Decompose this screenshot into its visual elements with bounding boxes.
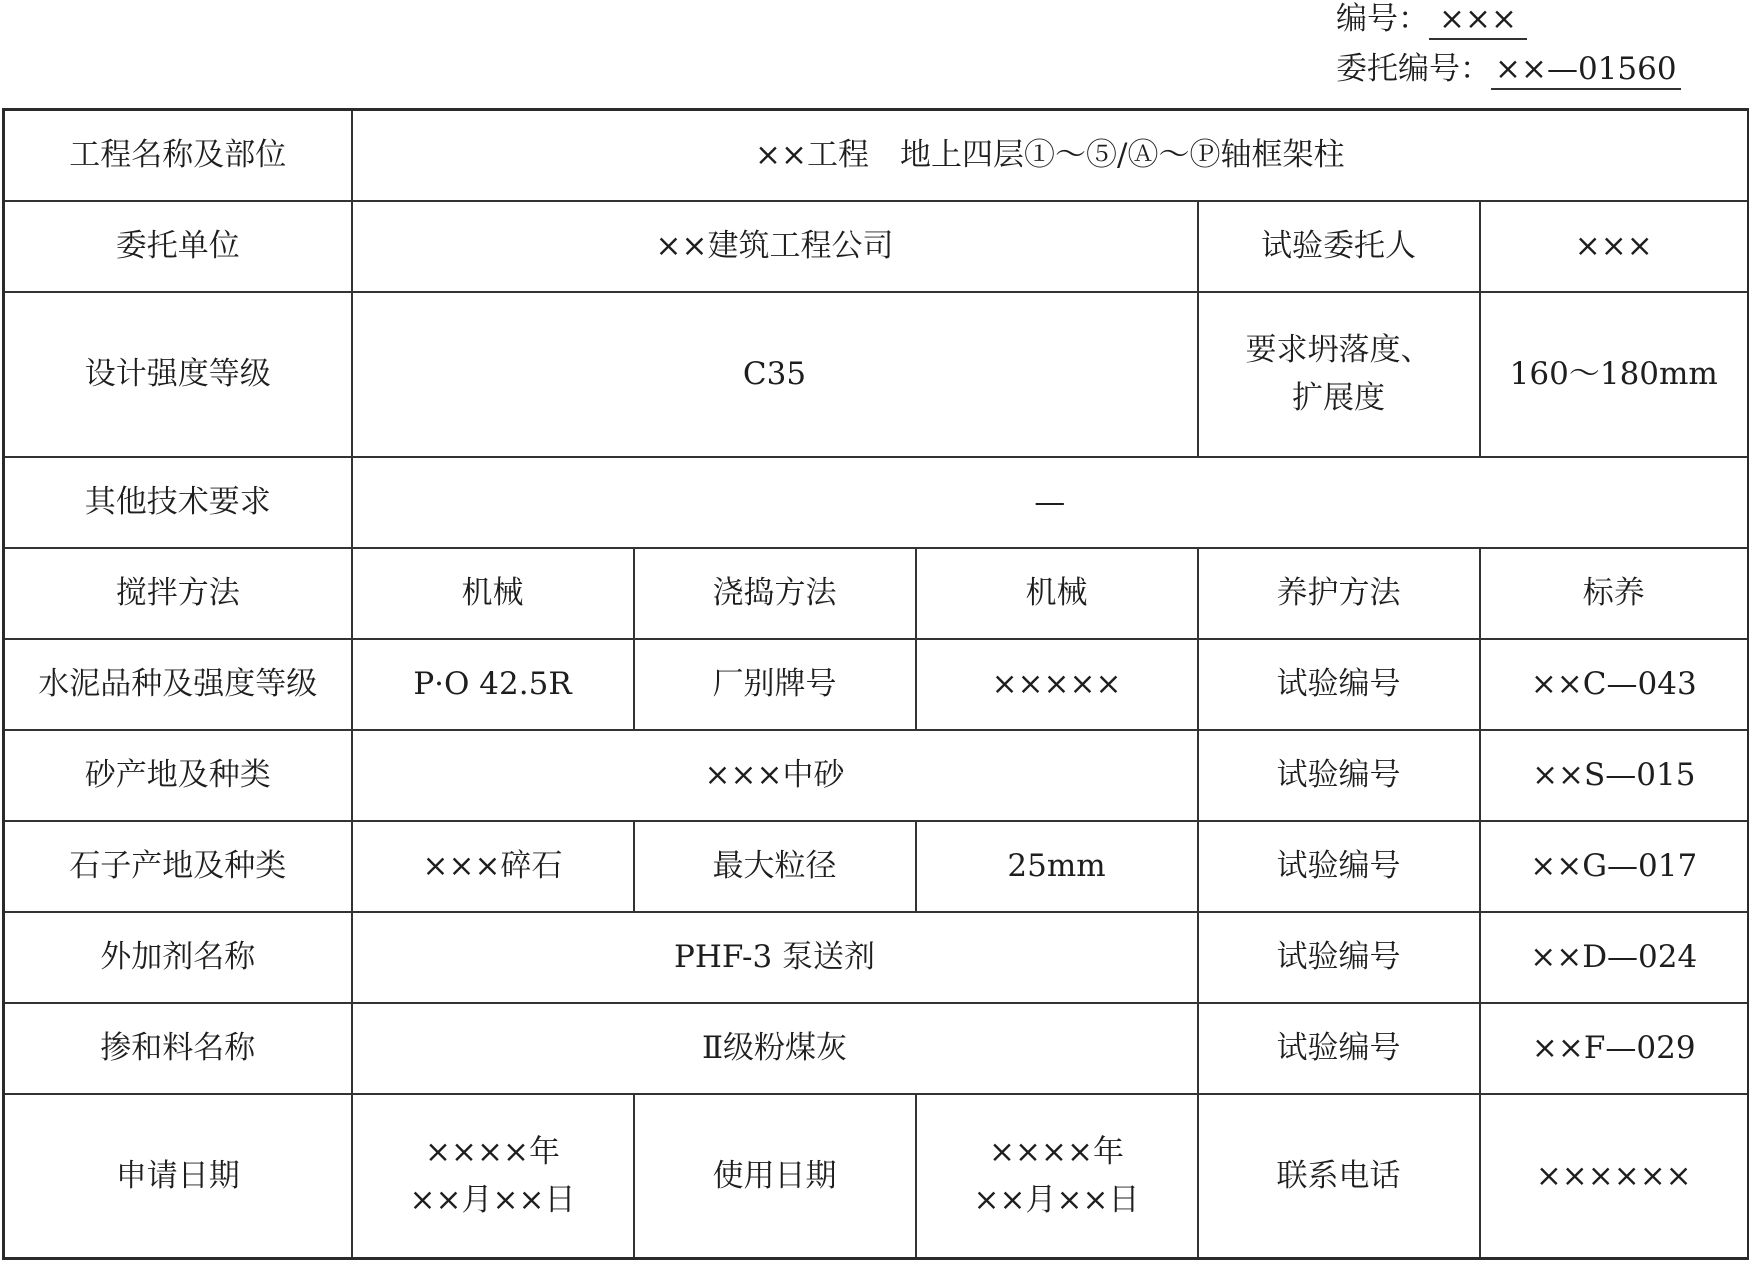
mixing-method-value: 机械	[352, 548, 634, 639]
slump-label-line2: 扩展度	[1292, 380, 1385, 416]
curing-method-label: 养护方法	[1198, 548, 1480, 639]
other-requirements-value: —	[352, 457, 1749, 548]
table-row-stone	[4, 821, 1749, 912]
document-number-line	[1336, 0, 1527, 40]
use-date-year: ××××年	[989, 1133, 1124, 1170]
use-date-value	[916, 1094, 1198, 1259]
mineral-test-no-value: ××F—029	[1480, 1003, 1749, 1094]
cement-test-no-label: 试验编号	[1198, 639, 1480, 730]
phone-label: 联系电话	[1198, 1094, 1480, 1259]
table-row-dates	[4, 1094, 1749, 1259]
sand-test-no-label: 试验编号	[1198, 730, 1480, 821]
table-row-method	[4, 548, 1749, 639]
slump-label-line1: 要求坍落度、	[1245, 332, 1432, 368]
commission-number-line	[1336, 50, 1681, 90]
sand-label: 砂产地及种类	[4, 730, 352, 821]
stone-test-no-label: 试验编号	[1198, 821, 1480, 912]
brand-value: ×××××	[916, 639, 1198, 730]
application-date-monthday: ××月××日	[409, 1181, 576, 1218]
table-row-cement	[4, 639, 1749, 730]
table-row-project	[4, 110, 1749, 201]
client-label: 委托单位	[4, 201, 352, 292]
project-label: 工程名称及部位	[4, 110, 352, 201]
table-row-other	[4, 457, 1749, 548]
mixing-method-label: 搅拌方法	[4, 548, 352, 639]
table-row-mineral	[4, 1003, 1749, 1094]
application-date-value	[352, 1094, 634, 1259]
sand-value: ×××中砂	[352, 730, 1198, 821]
document-number-label: 编号：	[1336, 1, 1429, 37]
pouring-method-label: 浇捣方法	[634, 548, 916, 639]
application-date-label: 申请日期	[4, 1094, 352, 1259]
curing-method-value: 标养	[1480, 548, 1749, 639]
concrete-mix-request-table	[2, 108, 1749, 1260]
table-row-client	[4, 201, 1749, 292]
design-strength-value: C35	[352, 292, 1198, 457]
document-number-value: ×××	[1429, 0, 1527, 40]
design-strength-label: 设计强度等级	[4, 292, 352, 457]
commission-number-value: ××—01560	[1491, 50, 1681, 90]
pouring-method-value: 机械	[916, 548, 1198, 639]
table-row-sand	[4, 730, 1749, 821]
application-date-year: ××××年	[425, 1133, 560, 1170]
mineral-admixture-label: 掺和料名称	[4, 1003, 352, 1094]
stone-label: 石子产地及种类	[4, 821, 352, 912]
admixture-value: PHF-3 泵送剂	[352, 912, 1198, 1003]
use-date-monthday: ××月××日	[973, 1181, 1140, 1218]
client-value: ××建筑工程公司	[352, 201, 1198, 292]
max-size-value: 25mm	[916, 821, 1198, 912]
table-row-admixture	[4, 912, 1749, 1003]
sand-test-no-value: ××S—015	[1480, 730, 1749, 821]
mineral-test-no-label: 试验编号	[1198, 1003, 1480, 1094]
admixture-label: 外加剂名称	[4, 912, 352, 1003]
stone-test-no-value: ××G—017	[1480, 821, 1749, 912]
phone-value: ××××××	[1480, 1094, 1749, 1259]
admixture-test-no-label: 试验编号	[1198, 912, 1480, 1003]
test-client-label: 试验委托人	[1198, 201, 1480, 292]
project-value: ××工程 地上四层①～⑤/Ⓐ～Ⓟ轴框架柱	[352, 110, 1749, 201]
test-client-value: ×××	[1480, 201, 1749, 292]
other-requirements-label: 其他技术要求	[4, 457, 352, 548]
use-date-label: 使用日期	[634, 1094, 916, 1259]
table-row-design	[4, 292, 1749, 457]
stone-value: ×××碎石	[352, 821, 634, 912]
slump-value: 160～180mm	[1480, 292, 1749, 457]
max-size-label: 最大粒径	[634, 821, 916, 912]
cement-test-no-value: ××C—043	[1480, 639, 1749, 730]
admixture-test-no-value: ××D—024	[1480, 912, 1749, 1003]
mineral-admixture-value: Ⅱ级粉煤灰	[352, 1003, 1198, 1094]
cement-type-value: P·O 42.5R	[352, 639, 634, 730]
slump-label	[1198, 292, 1480, 457]
commission-number-label: 委托编号：	[1336, 51, 1491, 87]
cement-type-label: 水泥品种及强度等级	[4, 639, 352, 730]
brand-label: 厂别牌号	[634, 639, 916, 730]
